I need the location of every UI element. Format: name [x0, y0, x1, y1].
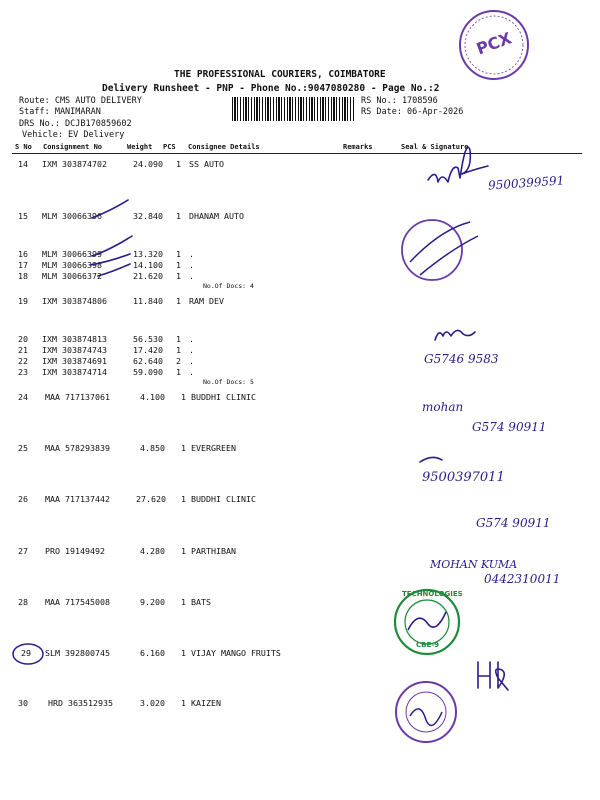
row-weight: 17.420: [133, 345, 163, 355]
row-consignment: MAA 578293839: [45, 443, 110, 453]
doc-count: No.Of Docs: 4: [203, 282, 254, 290]
signature: [420, 457, 442, 462]
row-pcs: 1: [181, 392, 186, 402]
row-pcs: 1: [181, 698, 186, 708]
row-consignee: EVERGREEN: [191, 443, 236, 453]
circle-mark: [13, 644, 43, 664]
row-weight: 62.640: [133, 356, 163, 366]
handwritten-note: G574 90911: [472, 420, 547, 434]
handwritten-note: 9500397011: [422, 470, 505, 485]
handwritten-note: 0442310011: [484, 572, 561, 586]
row-consignment: PRO 19149492: [45, 546, 105, 556]
row-pcs: 1: [181, 597, 186, 607]
row-pcs: 1: [181, 494, 186, 504]
row-consignee: DHANAM AUTO: [189, 211, 244, 221]
row-consignment: MLM 30066372: [42, 271, 102, 281]
row-consignee: BATS: [191, 597, 211, 607]
row-consignee: .: [189, 249, 194, 259]
row-consignee: .: [189, 356, 194, 366]
row-sno: 24: [18, 392, 28, 402]
signature: [478, 662, 508, 690]
row-weight: 32.840: [133, 211, 163, 221]
row-sno: 30: [18, 698, 28, 708]
row-weight: 6.160: [140, 648, 165, 658]
row-sno: 18: [18, 271, 28, 281]
row-weight: 24.090: [133, 159, 163, 169]
row-pcs: 1: [176, 249, 181, 259]
row-weight: 14.100: [133, 260, 163, 270]
row-consignment: MLM 30066398: [42, 260, 102, 270]
col-sno: S No: [15, 143, 32, 151]
runsheet-title: Delivery Runsheet - PNP - Phone No.:9047080280 - Page No.:2: [102, 83, 440, 94]
row-pcs: 1: [176, 334, 181, 344]
row-weight: 59.090: [133, 367, 163, 377]
row-pcs: 1: [176, 345, 181, 355]
row-weight: 4.280: [140, 546, 165, 556]
handwritten-note: mohan: [422, 400, 464, 414]
tick-mark: [90, 254, 130, 265]
row-weight: 4.100: [140, 392, 165, 402]
row-sno: 15: [18, 211, 28, 221]
row-sno: 28: [18, 597, 28, 607]
row-consignee: KAIZEN: [191, 698, 221, 708]
row-weight: 11.840: [133, 296, 163, 306]
row-weight: 21.620: [133, 271, 163, 281]
pcx-stamp-text: PCX: [473, 28, 514, 59]
row-consignment: MAA 717137442: [45, 494, 110, 504]
row-consignment: MLM 30066396: [42, 211, 102, 221]
row-sno: 22: [18, 356, 28, 366]
bottom-stamp: [396, 682, 456, 742]
row-pcs: 1: [176, 271, 181, 281]
signature: [428, 147, 488, 182]
handwritten-note: MOHAN KUMA: [430, 558, 518, 571]
row-consignment: HRD 363512935: [48, 698, 113, 708]
staff-label: Staff: MANIMARAN: [19, 107, 101, 117]
row-consignment: MLM 30066399: [42, 249, 102, 259]
row-pcs: 1: [176, 260, 181, 270]
row-consignment: IXM 303874743: [42, 345, 107, 355]
handwritten-note: G5746 9583: [424, 352, 499, 366]
row-pcs: 1: [176, 367, 181, 377]
row-weight: 3.020: [140, 698, 165, 708]
row-pcs: 1: [181, 648, 186, 658]
row-consignee: .: [189, 345, 194, 355]
green-stamp-text: TECHNOLOGIES: [402, 590, 463, 598]
tick-mark: [92, 200, 128, 218]
row-pcs: 1: [176, 159, 181, 169]
company-title: THE PROFESSIONAL COURIERS, COIMBATORE: [174, 69, 386, 80]
tick-mark: [98, 264, 130, 276]
row-consignee: .: [189, 334, 194, 344]
row-consignment: MAA 717545008: [45, 597, 110, 607]
row-sno: 26: [18, 494, 28, 504]
row-pcs: 1: [181, 443, 186, 453]
vehicle-label: Vehicle: EV Delivery: [22, 130, 125, 140]
row-weight: 56.530: [133, 334, 163, 344]
row-pcs: 1: [176, 296, 181, 306]
row-consignment: IXM 303874691: [42, 356, 107, 366]
row-consignment: IXM 303874702: [42, 159, 107, 169]
drs-label: DRS No.: DCJB170859602: [19, 119, 132, 129]
handwritten-note: 9500399591: [487, 173, 565, 193]
row-consignee: SS AUTO: [189, 159, 224, 169]
row-sno: 14: [18, 159, 28, 169]
row-sno: 21: [18, 345, 28, 355]
row-consignment: IXM 303874813: [42, 334, 107, 344]
row-pcs: 2: [176, 356, 181, 366]
row-sno: 20: [18, 334, 28, 344]
row-consignee: VIJAY MANGO FRUITS: [191, 648, 281, 658]
row-sno: 17: [18, 260, 28, 270]
row-pcs: 1: [176, 211, 181, 221]
route-label: Route: CMS AUTO DELIVERY: [19, 96, 142, 106]
col-consignee: Consignee Details: [188, 143, 260, 151]
col-pcs: PCS: [163, 143, 176, 151]
signature: [435, 330, 475, 340]
col-consignment: Consignment No: [43, 143, 103, 151]
row-sno: 25: [18, 443, 28, 453]
col-seal: Seal & Signature: [401, 143, 469, 151]
row-weight: 13.320: [133, 249, 163, 259]
col-weight: Weight: [127, 143, 153, 151]
row-sno: 29: [21, 648, 31, 658]
row-consignee: .: [189, 260, 194, 270]
row-consignee: .: [189, 367, 194, 377]
row-consignee: RAM DEV: [189, 296, 224, 306]
clinic-stamp: [402, 220, 478, 280]
rs-number: RS No.: 1708596: [361, 96, 438, 106]
handwritten-note: G574 90911: [476, 516, 551, 530]
row-consignee: BUDDHI CLINIC: [191, 392, 256, 402]
row-weight: 9.200: [140, 597, 165, 607]
row-consignment: IXM 303874714: [42, 367, 107, 377]
row-consignee: PARTHIBAN: [191, 546, 236, 556]
row-sno: 23: [18, 367, 28, 377]
col-remarks: Remarks: [343, 143, 373, 151]
row-sno: 19: [18, 296, 28, 306]
tick-mark: [92, 236, 132, 256]
row-sno: 16: [18, 249, 28, 259]
row-consignee: .: [189, 271, 194, 281]
doc-count: No.Of Docs: 5: [203, 378, 254, 386]
row-consignment: IXM 303874806: [42, 296, 107, 306]
row-consignment: SLM 392800745: [45, 648, 110, 658]
row-sno: 27: [18, 546, 28, 556]
row-consignee: BUDDHI CLINIC: [191, 494, 256, 504]
row-weight: 4.850: [140, 443, 165, 453]
green-stamp-city: CBE-9: [416, 641, 440, 649]
row-consignment: MAA 717137061: [45, 392, 110, 402]
rs-date: RS Date: 06-Apr-2026: [361, 107, 464, 117]
row-pcs: 1: [181, 546, 186, 556]
row-weight: 27.620: [136, 494, 166, 504]
